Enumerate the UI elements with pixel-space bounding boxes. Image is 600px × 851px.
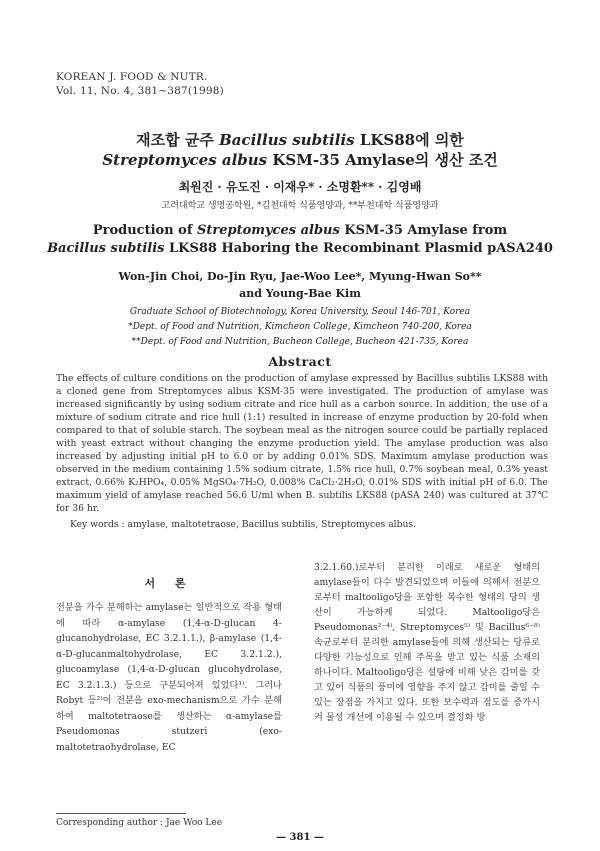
english-authors <box>0 268 600 302</box>
korean-title-line1-post: LKS88에 의한 <box>354 131 464 149</box>
english-affiliations <box>0 305 600 350</box>
korean-affiliations: 고려대학교 생명공학원, *김천대학 식품영양과, **부천대학 식품영양과 <box>161 201 439 211</box>
english-title-line2-post: LKS88 Haboring the Recombinant Plasmid pASA240 <box>164 241 553 256</box>
korean-title <box>0 130 600 170</box>
korean-authors: 최원진 · 유도진 · 이재우* · 소명환** · 김영배 <box>178 180 422 194</box>
korean-title-line1-species: Bacillus subtilis <box>219 131 355 149</box>
korean-title-line1-pre: 재조합 균주 <box>136 131 220 149</box>
english-title-line2-species: Bacillus subtilis <box>47 241 165 256</box>
journal-header <box>56 70 224 98</box>
korean-title-line2-post: KSM-35 Amylase의 생산 조건 <box>267 151 498 169</box>
abstract-text: The effects of culture conditions on the production of amylase expressed by Bacillus subtilis LKS88 with a cloned gene from Streptomyces albus KSM-35 were investigated. The production of amylase was increased significantly by using sodium citrate and rice hull as a carbon source. In addition, the use of a mixture of sodium citrate and rice hull (1:1) resulted in increase of enzyme production by 20-fold when compared to that of soluble starch. The soybean meal as the nitrogen source could be partially replaced with yeast extract without changing the enzyme production yield. The amylase production was also increased by adjusting initial pH to 6.0 or by adding 0.01% SDS. Maximum amylase production was observed in the medium containing 1.5% sodium citrate, 1.5% rice hull, 0.7% soybean meal, 0.3% yeast extract, 0.66% K₂HPO₄, 0.05% MgSO₄·7H₂O, 0.008% CaCl₂·2H₂O, 0.01% SDS with initial pH of 6.0. The maximum yield of amylase reached 56.6 U/ml when B. subtilis LKS88 (pASA 240) was cultured at 37℃ for 36 hr. <box>56 373 548 514</box>
english-title-line1-pre: Production of <box>92 223 197 238</box>
keywords: Key words : amylase, maltotetraose, Bacillus subtilis, Streptomyces albus. <box>70 519 417 530</box>
affiliation-bucheon: **Dept. of Food and Nutrition, Bucheon College, Bucheon 421-735, Korea <box>131 337 469 347</box>
left-column-text: 전분을 가수 분해하는 amylase는 일반적으로 작용 형태에 따라 α-amylase (1,4-α-D-glucan 4-glucanohydrolase, EC 3.2.1.1.), β-amylase (1,4-α-D-glucanmaltohydrolase, EC 3.2.1.2.), glucoamylase (1,4-α-D-glucan glucohydrolase, EC 3.2.1.3.) 등으로 구분되어져 있었다¹⁾. 그러나 Robyt 등²⁾이 전분을 exo-mechanism으로 가수 분해하여 maltotetraose를 생산하는 α-amylase를 Pseudomonas stutzeri (exo-maltotetraohydrolase, EC <box>56 602 282 753</box>
english-title-line1-post: KSM-35 Amylase from <box>339 223 508 238</box>
abstract-heading: Abstract <box>268 354 332 369</box>
corresponding-author-footnote: Corresponding author : Jae Woo Lee <box>56 818 223 828</box>
korean-title-line2-species: Streptomyces albus <box>102 151 268 169</box>
english-title <box>0 222 600 258</box>
journal-volume: Vol. 11, No. 4, 381~387(1998) <box>56 85 224 97</box>
affiliation-graduate-school: Graduate School of Biotechnology, Korea University, Seoul 146-701, Korea <box>129 307 471 317</box>
english-authors-line1: Won-Jin Choi, Do-Jin Ryu, Jae-Woo Lee*, Myung-Hwan So** <box>118 270 482 283</box>
english-authors-line2: and Young-Bae Kim <box>239 287 361 300</box>
page-number: — 381 — <box>276 832 324 843</box>
footnote-divider <box>56 813 186 814</box>
english-title-line1-species: Streptomyces albus <box>196 223 340 238</box>
right-column-text: 3.2.1.60.)로부터 분리한 이래로 새로운 형태의 amylase들이 다수 발견되었으며 이들에 의해서 전분으로부터 maltooligo당을 포함한 복수한 형태의 당의 생산이 가능하게 되었다. Maltooligo당은 Pseudomonas²⁻⁴⁾, Streptomyces⁵⁾ 및 Bacillus⁶⁻⁸⁾ 속균로부터 분리한 amylase들에 의해 생산되는 당류로 다양한 기능성으로 인해 주목을 받고 있는 식품 소재의 하나이다. Maltooligo당은 설탕에 비해 낮은 감미를 갖고 있어 식품의 풍미에 영향을 주지 않고 감미를 줄일 수 있는 장점을 가지고 있다. 또한 보수력과 점도를 증가시켜 물성 개선에 이용될 수 있으며 결정화 방 <box>314 562 540 723</box>
journal-name: KOREAN J. FOOD & NUTR. <box>56 71 208 83</box>
section-heading-introduction: 서 론 <box>144 577 194 590</box>
affiliation-kimcheon: *Dept. of Food and Nutrition, Kimcheon College, Kimcheon 740-200, Korea <box>128 322 472 332</box>
